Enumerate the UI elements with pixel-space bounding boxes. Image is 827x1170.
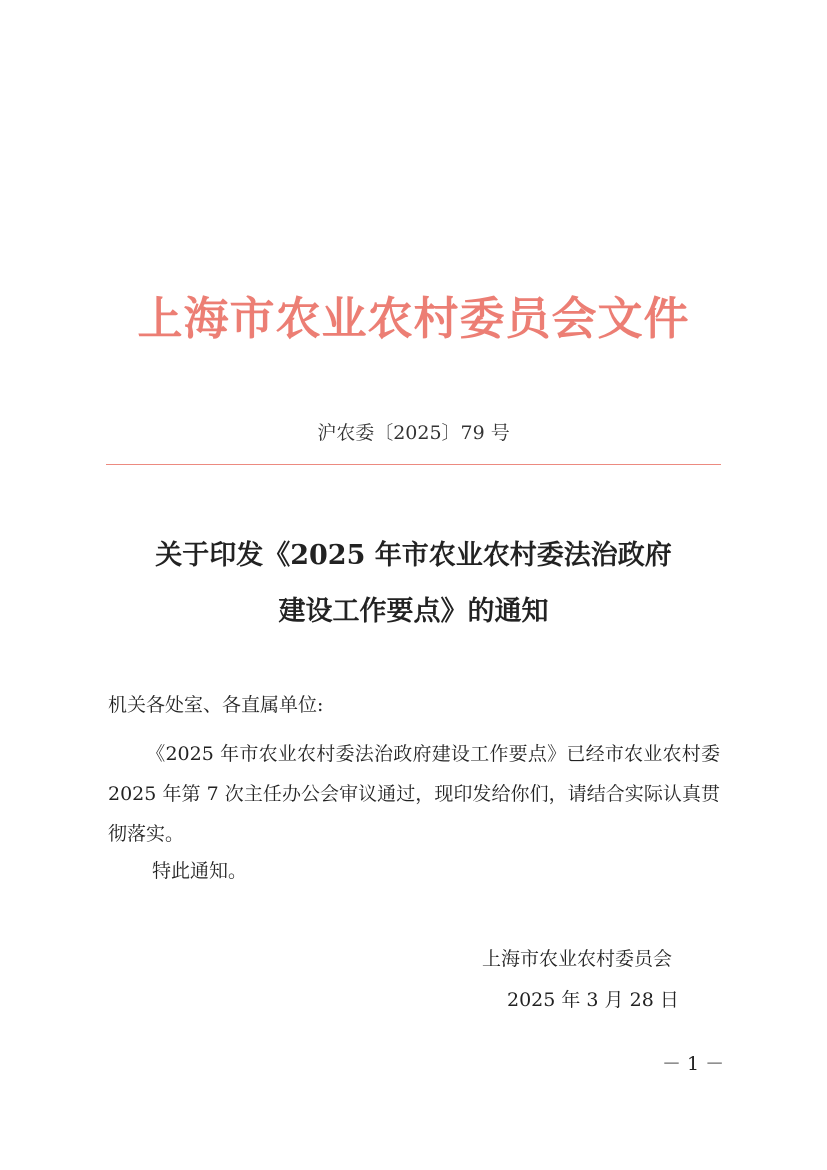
document-number: 沪农委〔2025〕79 号	[317, 422, 510, 444]
document-title	[0, 528, 827, 640]
document-title-line-1: 关于印发《2025 年市农业农村委法治政府	[155, 540, 672, 571]
addressee: 机关各处室、各直属单位:	[108, 694, 324, 716]
signature-date: 2025 年 3 月 28 日	[507, 989, 679, 1011]
signature-organization: 上海市农业农村委员会	[482, 948, 673, 970]
issuing-authority-header: 上海市农业农村委员会文件	[137, 292, 690, 345]
page-number: － 1 －	[662, 1053, 725, 1075]
document-title-line-2: 建设工作要点》的通知	[278, 596, 549, 627]
body-paragraph-text: 《2025 年市农业农村委法治政府建设工作要点》已经市农业农村委 2025 年第 7 次主任办公会审议通过，现印发给你们，请结合实际认真贯彻落实。	[108, 743, 720, 845]
body-paragraph	[108, 734, 720, 854]
red-divider-line	[106, 464, 721, 465]
closing-phrase: 特此通知。	[152, 860, 248, 882]
